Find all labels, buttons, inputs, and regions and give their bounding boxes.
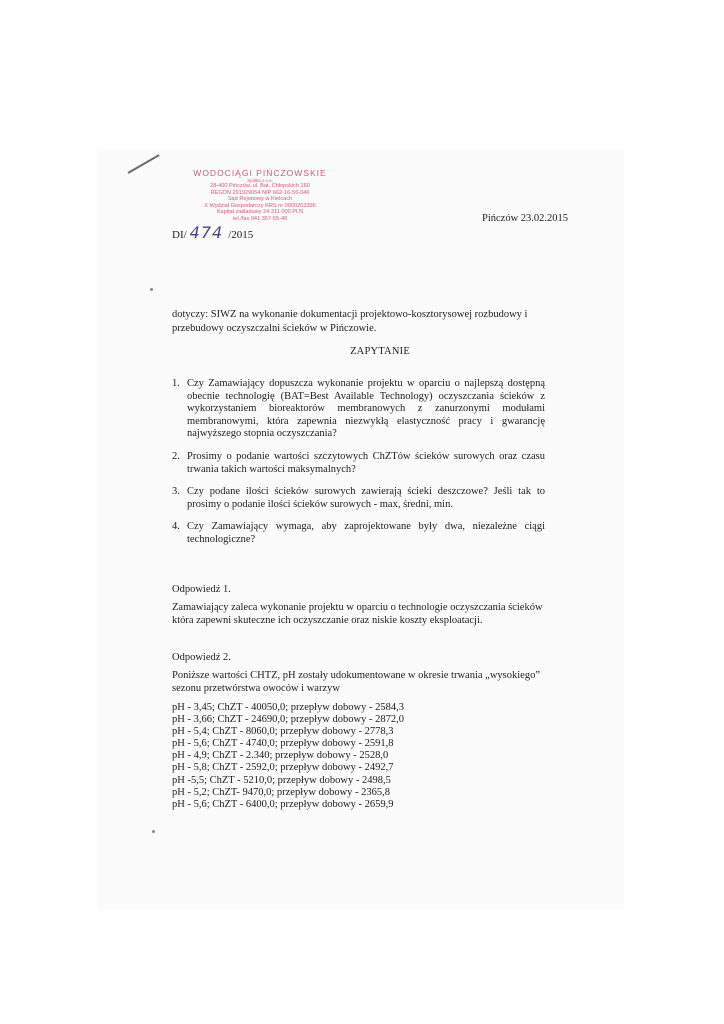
question-number: 4. <box>172 521 180 533</box>
answer-1-text: Zamawiający zaleca wykonanie projektu w oparciu o technologie oczyszczania ścieków która zapewni skuteczne ich oczyszczanie oraz niskie koszty eksploatacji. <box>172 602 543 626</box>
question-number: 1. <box>172 378 180 389</box>
question-item <box>172 451 545 476</box>
measurements-list <box>172 702 404 811</box>
company-stamp <box>170 168 350 223</box>
heading-text: ZAPYTANIE <box>350 346 410 357</box>
question-item <box>172 378 545 441</box>
question-text: Czy Zamawiający wymaga, aby zaprojektowane były dwa, niezależne ciągi technologiczne? <box>187 521 545 545</box>
questions-list <box>172 378 545 557</box>
stamp-line: X Wydział Gospodarczy KRS nr 0000203396 <box>204 202 316 209</box>
answer-2-title: Odpowiedź 2. <box>172 652 231 663</box>
scan-speck <box>150 288 153 291</box>
question-text: Czy Zamawiający dopuszcza wykonanie projektu w oparciu o najlepszą dostępną obecnie technologię (BAT=Best Available Technology) oczyszczania ścieków z wykorzystaniem bioreaktorów membranowych z zanurzonymi modułami membranowymi, która zapewnia niezwykłą elastyczność pracy i gwarancję najwyższego stopnia oczyszczania? <box>187 378 545 440</box>
answer-1-title: Odpowiedź 1. <box>172 584 231 595</box>
stamp-line: REGON 291929054 NIP 662-16-56-046 <box>210 189 310 196</box>
measurement-row: pH - 4,9; ChZT - 2.340; przepływ dobowy - 2528,0 <box>172 750 389 762</box>
measurement-row: pH - 5,8; ChZT - 2592,0; przepływ dobowy - 2492,7 <box>172 762 394 774</box>
stamp-line: Kapitał zakładowy 24 311 000 PLN <box>216 209 304 216</box>
reference-number <box>172 223 253 242</box>
measurement-row: pH - 5,2; ChZT- 9470,0; przepływ dobowy - 2365,8 <box>172 786 391 798</box>
scan-speck <box>152 830 155 833</box>
measurement-row: pH - 5,4; ChZT - 8060,0; przepływ dobowy - 2778,3 <box>172 726 394 738</box>
measurement-row: pH - 5,6; ChZT - 6400,0; przepływ dobowy - 2659,9 <box>172 798 394 810</box>
reference-suffix: /2015 <box>228 229 254 241</box>
reference-prefix: DI/ <box>172 229 187 241</box>
stamp-company-name: WODOCIĄGI PIŃCZOWSKIE <box>193 168 327 178</box>
stamp-line: Sąd Rejonowy w Kielcach <box>227 196 293 203</box>
subject-line: dotyczy: SIWZ na wykonanie dokumentacji projektowo-kosztorysowej rozbudowy i przebudowy oczyszczalni ścieków w Pińczowie. <box>172 309 528 334</box>
question-number: 2. <box>172 450 180 462</box>
stamp-line: Spółka z o.o. <box>247 178 273 183</box>
question-item <box>172 486 545 511</box>
question-item <box>172 521 545 546</box>
stamp-line: 28-400 Pińczów, ul. Bat. Chłopskich 160 <box>210 183 310 189</box>
reference-handwritten-number: 474 <box>189 223 224 242</box>
document-date: Pińczów 23.02.2015 <box>482 213 569 224</box>
stamp-line: tel./fax 041 357-55-48 <box>232 215 288 222</box>
measurement-row: pH - 5,6; ChZT - 4740,0; przepływ dobowy - 2591,8 <box>172 738 394 750</box>
scan-margin <box>0 0 96 1024</box>
measurement-row: pH -5,5; ChZT - 5210,0; przepływ dobowy - 2498,5 <box>172 774 391 786</box>
document-heading <box>0 346 724 357</box>
question-text: Czy podane ilości ścieków surowych zawierają ścieki deszczowe? Jeśli tak to prosimy o podanie ilości ścieków surowych - max, średni, min. <box>187 486 545 510</box>
question-number: 3. <box>172 486 180 498</box>
measurement-row: pH - 3,66; ChZT - 24690,0; przepływ dobowy - 2872,0 <box>172 714 404 726</box>
measurement-row: pH - 3,45; ChZT - 40050,0; przepływ dobowy - 2584,3 <box>172 702 404 713</box>
answer-2-text: Poniższe wartości CHTZ, pH zostały udokumentowane w okresie trwania „wysokiego” sezonu przetwórstwa owoców i warzyw <box>172 670 540 694</box>
question-text: Prosimy o podanie wartości szczytowych ChZTów ścieków surowych oraz czasu trwania takich wartości maksymalnych? <box>187 450 545 475</box>
